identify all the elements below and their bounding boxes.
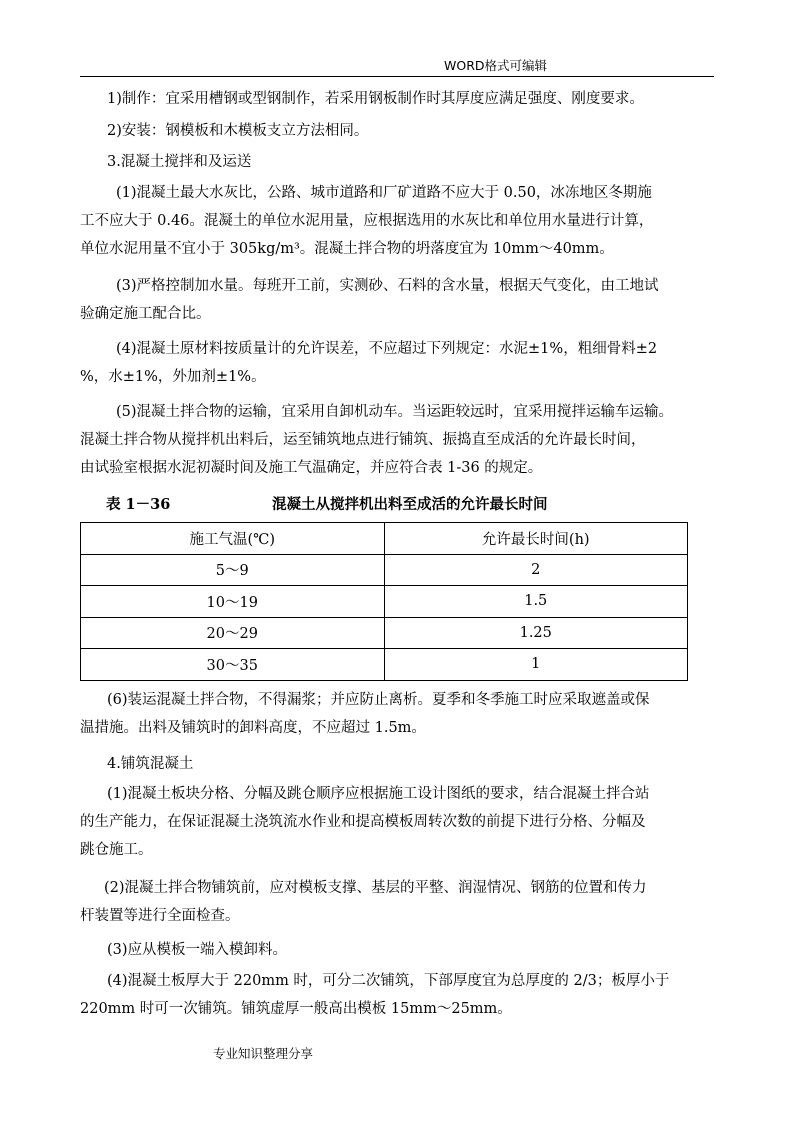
paragraph <box>80 335 720 391</box>
table-header-cell: 施工气温(℃) <box>81 523 385 555</box>
table-cell: 20～29 <box>81 617 385 649</box>
paragraph-line: 验确定施工配合比。 <box>80 306 211 322</box>
paragraph <box>80 85 720 113</box>
paragraph-line: 温措施。出料及铺筑时的卸料高度，不应超过 1.5m。 <box>80 720 426 736</box>
paragraph <box>80 272 720 328</box>
table-cell: 5～9 <box>81 554 385 586</box>
header-text: WORD格式可编辑 <box>444 58 548 73</box>
paragraph-line: (3)严格控制加水量。每班开工前，实测砂、石料的含水量，根据天气变化，由工地试 <box>116 278 659 294</box>
paragraph-line: 混凝土拌合物从搅拌机出料后，运至铺筑地点进行铺筑、振捣直至成活的允许最长时间， <box>80 432 646 448</box>
paragraph-line: (2)混凝土拌合物铺筑前，应对模板支撑、基层的平整、润湿情况、钢筋的位置和传力 <box>104 880 647 896</box>
paragraph-line: (5)混凝土拌合物的运输，宜采用自卸机动车。当运距较远时，宜采用搅拌运输车运输。 <box>116 404 674 420</box>
section-heading <box>80 750 720 778</box>
table-number: 表 1－36 <box>106 496 171 513</box>
paragraph-line: (3)应从模板一端入模卸料。 <box>107 942 288 958</box>
paragraph-line: 1)制作：宜采用槽钢或型钢制作，若采用钢板制作时其厚度应满足强度、刚度要求。 <box>107 91 644 107</box>
paragraph <box>80 117 720 145</box>
paragraph-line: (1)混凝土最大水灰比，公路、城市道路和厂矿道路不应大于 0.50，冰冻地区冬期施 <box>116 185 652 201</box>
paragraph-line: (4)混凝土板厚大于 220mm 时，可分二次铺筑，下部厚度宜为总厚度的 2/3；板厚小于 <box>107 973 670 989</box>
paragraph-line: %，水±1%，外加剂±1%。 <box>80 369 266 385</box>
table-cell: 1 <box>384 649 688 681</box>
table-cell: 10～19 <box>81 586 385 618</box>
paragraph <box>80 179 720 263</box>
paragraph-line: 杆装置等进行全面检查。 <box>80 908 240 924</box>
table-header-row <box>81 523 688 555</box>
paragraph-line: 4.铺筑混凝土 <box>107 756 194 772</box>
paragraph-line: 工不应大于 0.46。混凝土的单位水泥用量，应根据选用的水灰比和单位用水量进行计算， <box>80 213 654 229</box>
table-row <box>81 649 688 681</box>
paragraph <box>80 967 720 1023</box>
table-cell: 2 <box>384 554 688 586</box>
paragraph-line: (6)装运混凝土拌合物，不得漏浆；并应防止离析。夏季和冬季施工时应采取遮盖或保 <box>107 692 650 708</box>
page-footer: 专业知识整理分享 <box>213 1046 314 1061</box>
table-cell: 1.25 <box>384 617 688 649</box>
paragraph <box>80 398 720 482</box>
data-table <box>80 522 688 681</box>
table-row <box>81 617 688 649</box>
paragraph <box>80 686 720 742</box>
table-cell: 1.5 <box>384 586 688 618</box>
paragraph-line: 3.混凝土搅拌和及运送 <box>107 154 252 170</box>
paragraph-line: 由试验室根据水泥初凝时间及施工气温确定，并应符合表 1-36 的规定。 <box>80 460 543 476</box>
paragraph <box>80 780 720 864</box>
paragraph-line: 220mm 时可一次铺筑。铺筑虚厚一般高出模板 15mm～25mm。 <box>80 1001 512 1017</box>
paragraph-line: 单位水泥用量不宜小于 305kg/m³。混凝土拌合物的坍落度宜为 10mm～40mm。 <box>80 241 614 257</box>
paragraph-line: 的生产能力，在保证混凝土浇筑流水作业和提高模板周转次数的前提下进行分格、分幅及 <box>80 814 646 830</box>
paragraph <box>80 874 720 930</box>
table-title: 混凝土从搅拌机出料至成活的允许最长时间 <box>272 496 548 513</box>
paragraph-line: 跳仓施工。 <box>80 842 153 858</box>
section-heading <box>80 148 720 176</box>
paragraph <box>80 936 720 964</box>
table-row <box>81 554 688 586</box>
page-header <box>80 56 714 77</box>
paragraph-line: 2)安装：钢模板和木模板支立方法相同。 <box>107 123 369 139</box>
paragraph-line: (1)混凝土板块分格、分幅及跳仓顺序应根据施工设计图纸的要求，结合混凝土拌合站 <box>107 786 650 802</box>
table-row <box>81 586 688 618</box>
paragraph-line: (4)混凝土原材料按质量计的允许误差，不应超过下列规定：水泥±1%，粗细骨料±2 <box>116 341 658 357</box>
table-cell: 30～35 <box>81 649 385 681</box>
table-header-cell: 允许最长时间(h) <box>384 523 688 555</box>
